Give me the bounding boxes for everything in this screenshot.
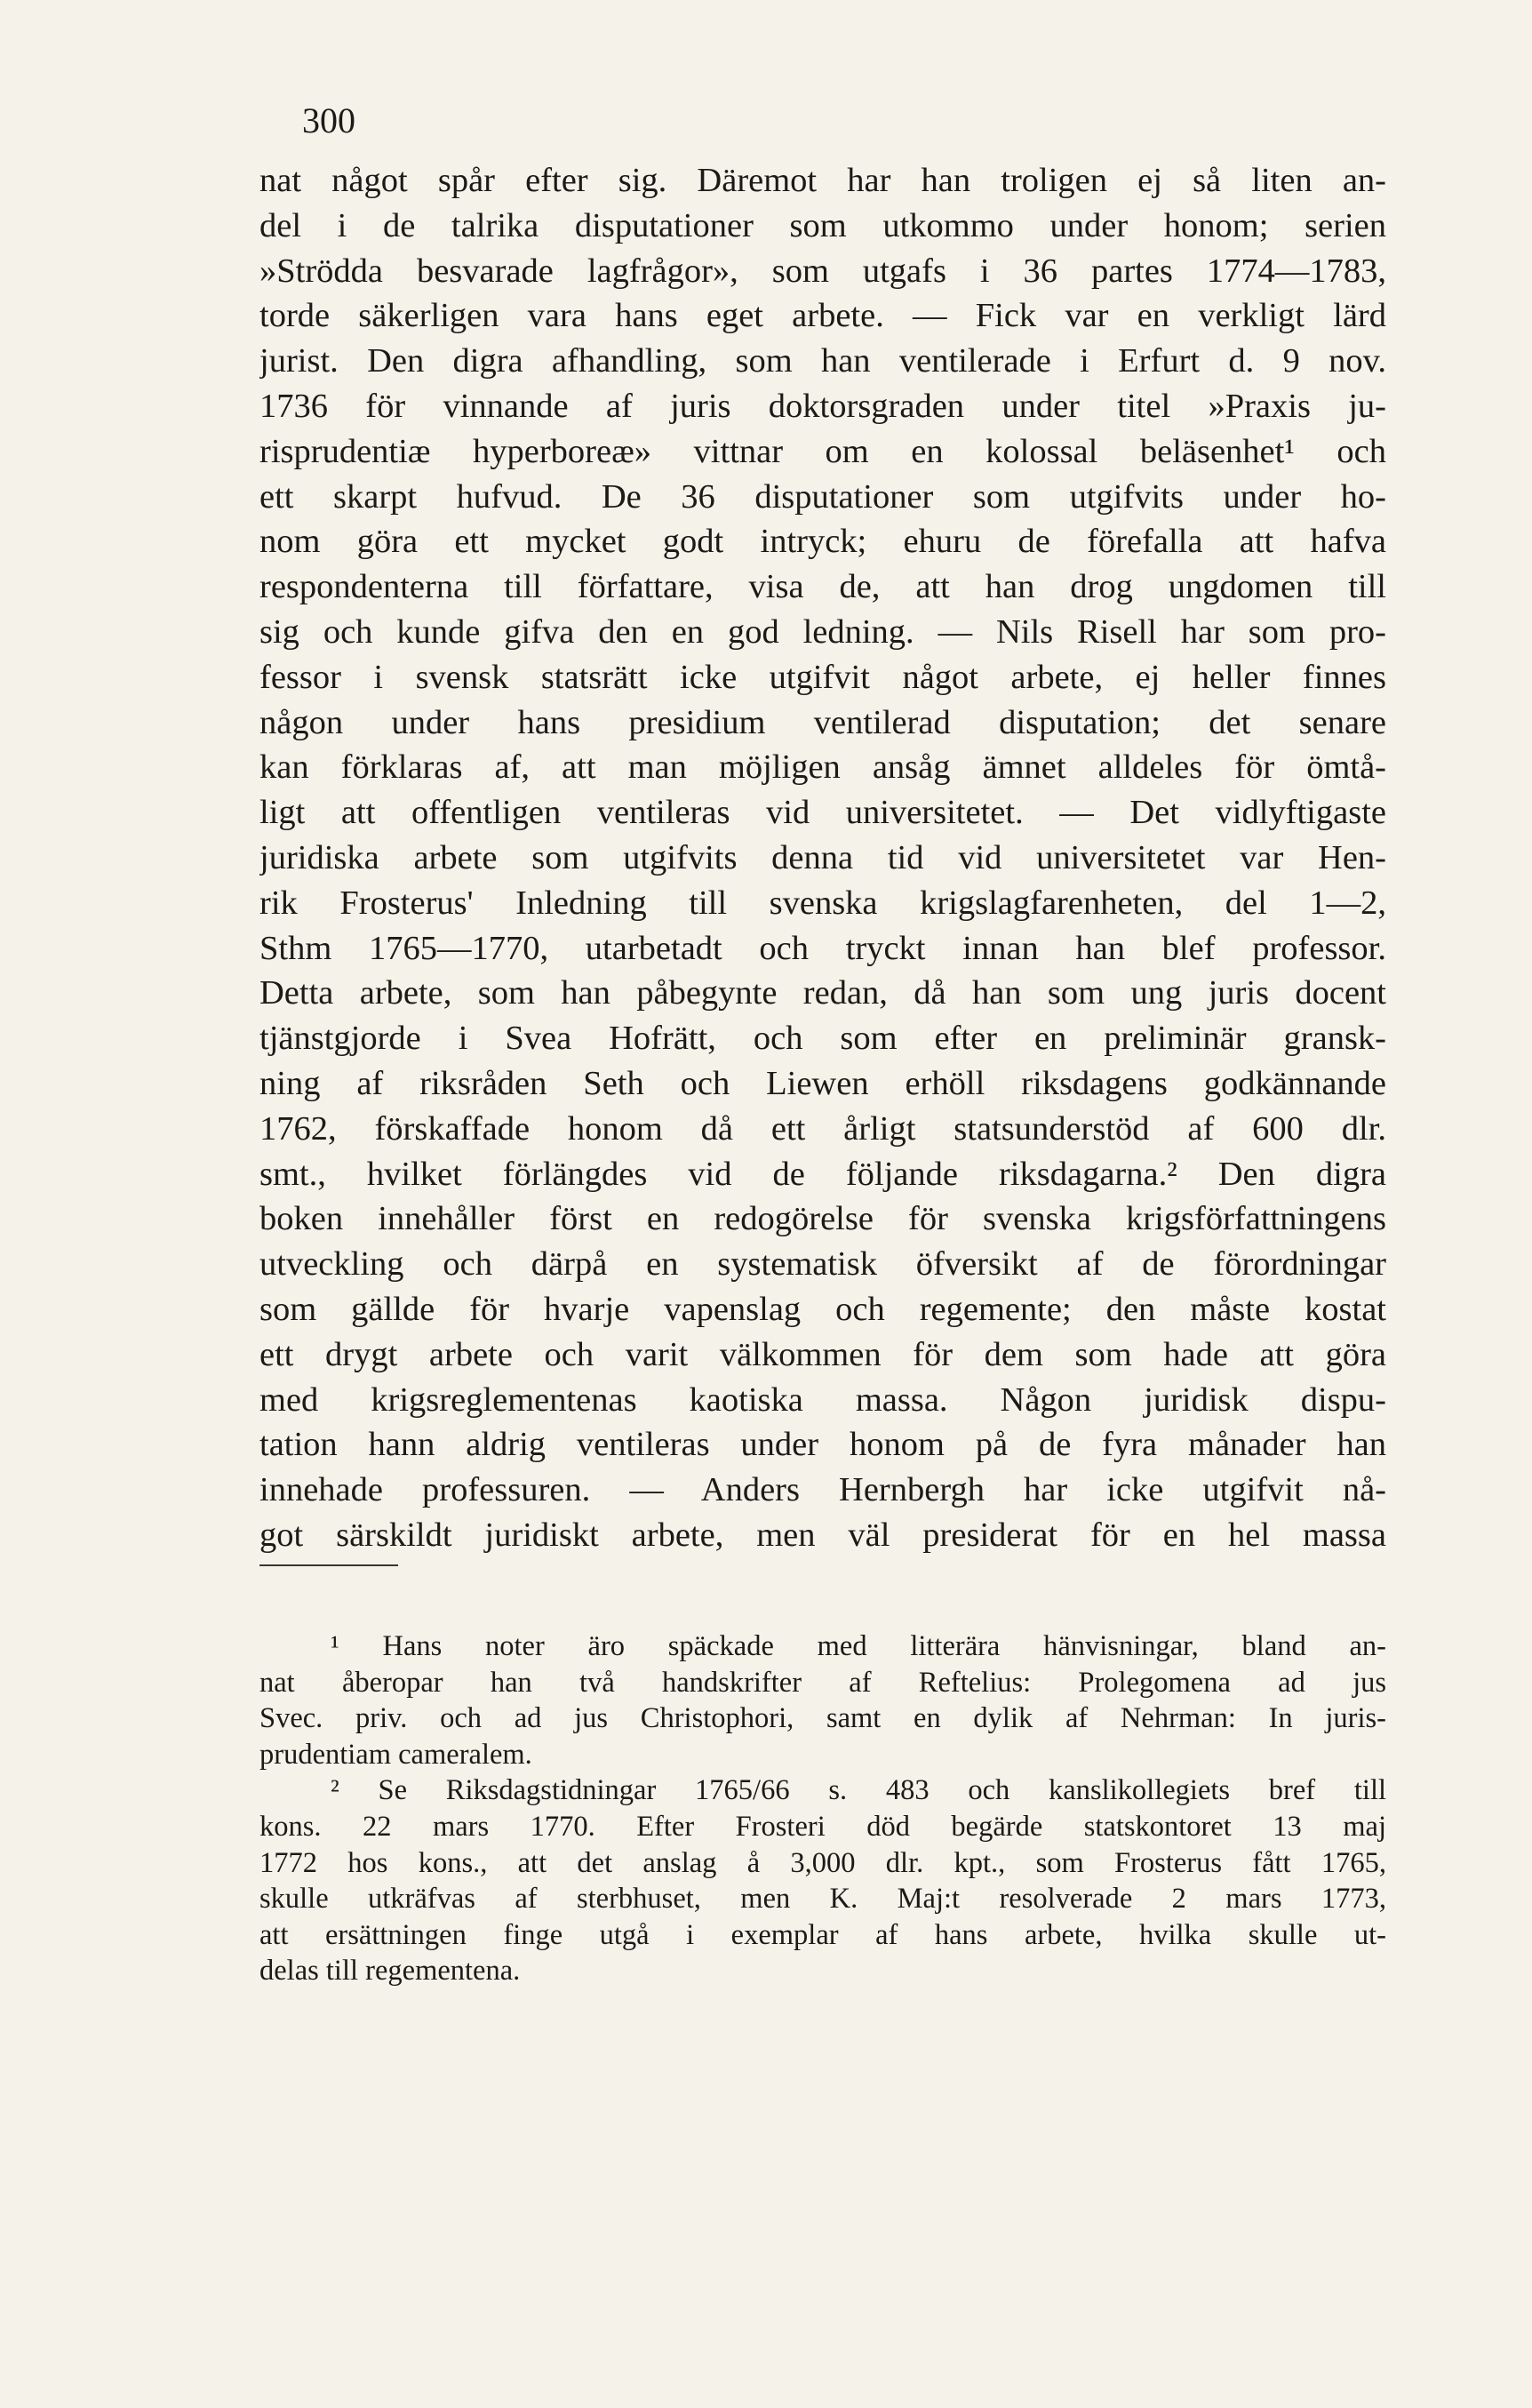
- body-line: torde säkerligen vara hans eget arbete. — Fick var en verkligt lärd: [259, 297, 1386, 335]
- body-line: utveckling och därpå en systematisk öfversikt af de förordningar: [259, 1245, 1386, 1284]
- footnote-line: skulle utkräfvas af sterbhuset, men K. Maj:t resolverade 2 mars 1773,: [259, 1883, 1386, 1916]
- body-line: boken innehåller först en redogörelse för svenska krigsförfattningens: [259, 1200, 1386, 1238]
- body-line: juridiska arbete som utgifvits denna tid vid universitetet var Hen-: [259, 838, 1386, 876]
- body-line: risprudentiæ hyperboreæ» vittnar om en kolossal beläsenhet¹ och: [259, 432, 1386, 470]
- body-line: nom göra ett mycket godt intryck; ehuru de förefalla att hafva: [259, 523, 1386, 561]
- body-line: som gällde för hvarje vapenslag och regemente; den måste kostat: [259, 1290, 1386, 1328]
- body-line: tation hann aldrig ventileras under honom på de fyra månader han: [259, 1426, 1386, 1464]
- footnote-line: Svec. priv. och ad jus Christophori, samt en dylik af Nehrman: In juris-: [259, 1702, 1386, 1735]
- body-text: [259, 158, 1386, 1558]
- page-number: 300: [302, 100, 355, 140]
- footnote-line: ¹ Hans noter äro späckade med litterära hänvisningar, bland an-: [331, 1630, 1386, 1662]
- body-line: kan förklaras af, att man möjligen ansåg ämnet alldeles för ömtå-: [259, 748, 1386, 787]
- body-line: ett skarpt hufvud. De 36 disputationer som utgifvits under ho-: [259, 477, 1386, 516]
- body-line: Detta arbete, som han påbegynte redan, då han som ung juris docent: [259, 974, 1386, 1012]
- footnote-line: ² Se Riksdagstidningar 1765/66 s. 483 och kanslikollegiets bref till: [331, 1774, 1386, 1807]
- body-line: 1736 för vinnande af juris doktorsgraden under titel »Praxis ju-: [259, 387, 1386, 425]
- footnote-line: prudentiam cameralem.: [259, 1738, 532, 1771]
- body-line: tjänstgjorde i Svea Hofrätt, och som efter en preliminär gransk-: [259, 1020, 1386, 1058]
- footnote-line: kons. 22 mars 1770. Efter Frosteri död begärde statskontoret 13 maj: [259, 1810, 1386, 1843]
- body-line: rik Frosterus' Inledning till svenska krigslagfarenheten, del 1—2,: [259, 884, 1386, 922]
- body-line: ligt att offentligen ventileras vid universitetet. — Det vidlyftigaste: [259, 794, 1386, 832]
- footnote-line: 1772 hos kons., att det anslag å 3,000 dlr. kpt., som Frosterus fått 1765,: [259, 1846, 1386, 1879]
- footnote-line: nat åberopar han två handskrifter af Reftelius: Prolegomena ad jus: [259, 1666, 1386, 1699]
- footnote-line: delas till regementena.: [259, 1955, 521, 1988]
- body-line: respondenterna till författare, visa de, att han drog ungdomen till: [259, 568, 1386, 606]
- body-line: 1762, förskaffade honom då ett årligt statsunderstöd af 600 dlr.: [259, 1109, 1386, 1148]
- body-line: jurist. Den digra afhandling, som han ventilerade i Erfurt d. 9 nov.: [259, 342, 1386, 380]
- footnote-separator-rule: [259, 1564, 398, 1566]
- body-line: fessor i svensk statsrätt icke utgifvit något arbete, ej heller finnes: [259, 658, 1386, 696]
- body-line: Sthm 1765—1770, utarbetadt och tryckt innan han blef professor.: [259, 929, 1386, 967]
- body-line: smt., hvilket förlängdes vid de följande riksdagarna.² Den digra: [259, 1155, 1386, 1193]
- body-line: med krigsreglementenas kaotiska massa. Någon juridisk dispu-: [259, 1380, 1386, 1419]
- body-line: nat något spår efter sig. Däremot har han troligen ej så liten an-: [259, 162, 1386, 199]
- footnote-line: att ersättningen finge utgå i exemplar af hans arbete, hvilka skulle ut-: [259, 1918, 1386, 1951]
- body-line: ett drygt arbete och varit välkommen för dem som hade att göra: [259, 1335, 1386, 1373]
- body-line: del i de talrika disputationer som utkommo under honom; serien: [259, 206, 1386, 244]
- body-line: innehade professuren. — Anders Hernbergh har icke utgifvit nå-: [259, 1471, 1386, 1509]
- body-line: någon under hans presidium ventilerad disputation; det senare: [259, 703, 1386, 741]
- footnotes: [259, 1628, 1386, 1989]
- body-line: sig och kunde gifva den en god ledning. — Nils Risell har som pro-: [259, 612, 1386, 651]
- body-line: »Strödda besvarade lagfrågor», som utgafs i 36 partes 1774—1783,: [259, 252, 1386, 290]
- body-line: ning af riksråden Seth och Liewen erhöll riksdagens godkännande: [259, 1064, 1386, 1102]
- body-line: got särskildt juridiskt arbete, men väl presiderat för en hel massa: [259, 1516, 1386, 1554]
